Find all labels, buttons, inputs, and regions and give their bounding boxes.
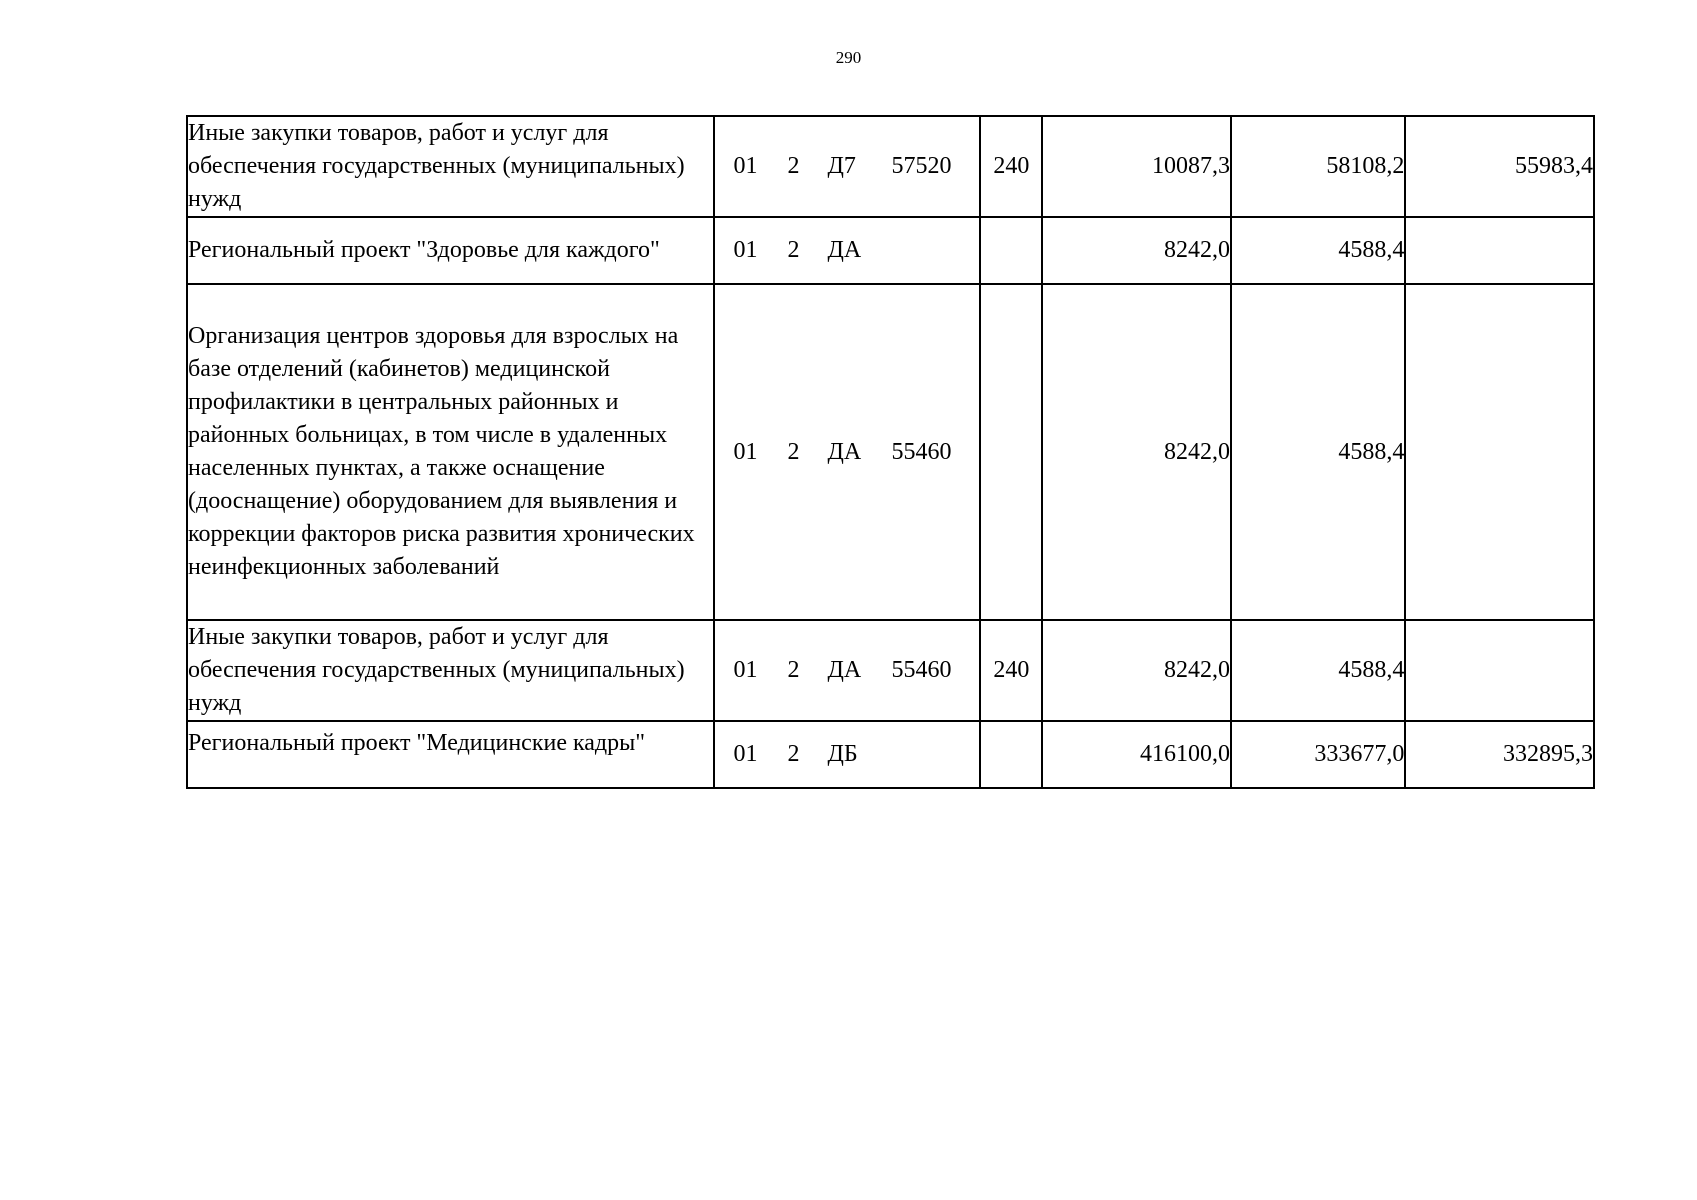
subprogram-code: 2 bbox=[787, 237, 800, 263]
expense-type bbox=[980, 721, 1042, 788]
direction-code: ДА bbox=[827, 657, 862, 683]
expense-type: 240 bbox=[980, 620, 1042, 721]
amount-year1: 10087,3 bbox=[1042, 116, 1231, 217]
expense-type bbox=[980, 217, 1042, 284]
amount-year3 bbox=[1405, 620, 1594, 721]
row-name: Региональный проект "Медицинские кадры" bbox=[187, 721, 714, 788]
program-code: 01 bbox=[733, 657, 758, 683]
expense-type bbox=[980, 284, 1042, 620]
amount-year3 bbox=[1405, 284, 1594, 620]
direction-code: ДБ bbox=[827, 741, 858, 767]
amount-year2: 4588,4 bbox=[1231, 284, 1405, 620]
target-code: 55460 bbox=[891, 657, 952, 683]
target-code: 57520 bbox=[891, 153, 952, 179]
row-name: Организация центров здоровья для взрослых на базе отделений (кабинетов) медицинской профилактики в центральных районных и районных больницах, в том числе в удаленных населенных пунктах, а также оснащение (дооснащение) оборудованием для выявления и коррекции факторов риска развития хронических неинфекционных заболеваний bbox=[187, 284, 714, 620]
target-code-cell bbox=[714, 721, 980, 788]
amount-year2: 4588,4 bbox=[1231, 620, 1405, 721]
table-row bbox=[187, 116, 1594, 217]
direction-code: ДА bbox=[827, 237, 862, 263]
subprogram-code: 2 bbox=[787, 657, 800, 683]
row-name: Иные закупки товаров, работ и услуг для обеспечения государственных (муниципальных) нужд bbox=[187, 620, 714, 721]
amount-year3: 55983,4 bbox=[1405, 116, 1594, 217]
target-code-cell bbox=[714, 217, 980, 284]
table-row bbox=[187, 217, 1594, 284]
target-code-cell bbox=[714, 284, 980, 620]
amount-year2: 333677,0 bbox=[1231, 721, 1405, 788]
amount-year1: 8242,0 bbox=[1042, 217, 1231, 284]
amount-year3 bbox=[1405, 217, 1594, 284]
amount-year1: 416100,0 bbox=[1042, 721, 1231, 788]
direction-code: Д7 bbox=[827, 153, 856, 179]
amount-year1: 8242,0 bbox=[1042, 284, 1231, 620]
budget-table bbox=[186, 115, 1595, 789]
table-row bbox=[187, 620, 1594, 721]
program-code: 01 bbox=[733, 741, 758, 767]
amount-year3: 332895,3 bbox=[1405, 721, 1594, 788]
amount-year2: 4588,4 bbox=[1231, 217, 1405, 284]
direction-code: ДА bbox=[827, 438, 862, 465]
amount-year2: 58108,2 bbox=[1231, 116, 1405, 217]
page-number: 290 bbox=[835, 48, 862, 67]
table-row bbox=[187, 721, 1594, 788]
target-code-cell bbox=[714, 116, 980, 217]
subprogram-code: 2 bbox=[787, 438, 800, 465]
program-code: 01 bbox=[733, 153, 758, 179]
program-code: 01 bbox=[733, 237, 758, 263]
target-code: 55460 bbox=[891, 438, 952, 465]
program-code: 01 bbox=[733, 438, 758, 465]
target-code-cell bbox=[714, 620, 980, 721]
subprogram-code: 2 bbox=[787, 741, 800, 767]
expense-type: 240 bbox=[980, 116, 1042, 217]
subprogram-code: 2 bbox=[787, 153, 800, 179]
amount-year1: 8242,0 bbox=[1042, 620, 1231, 721]
table-row bbox=[187, 284, 1594, 620]
row-name: Региональный проект "Здоровье для каждого" bbox=[187, 217, 714, 284]
row-name: Иные закупки товаров, работ и услуг для обеспечения государственных (муниципальных) нужд bbox=[187, 116, 714, 217]
